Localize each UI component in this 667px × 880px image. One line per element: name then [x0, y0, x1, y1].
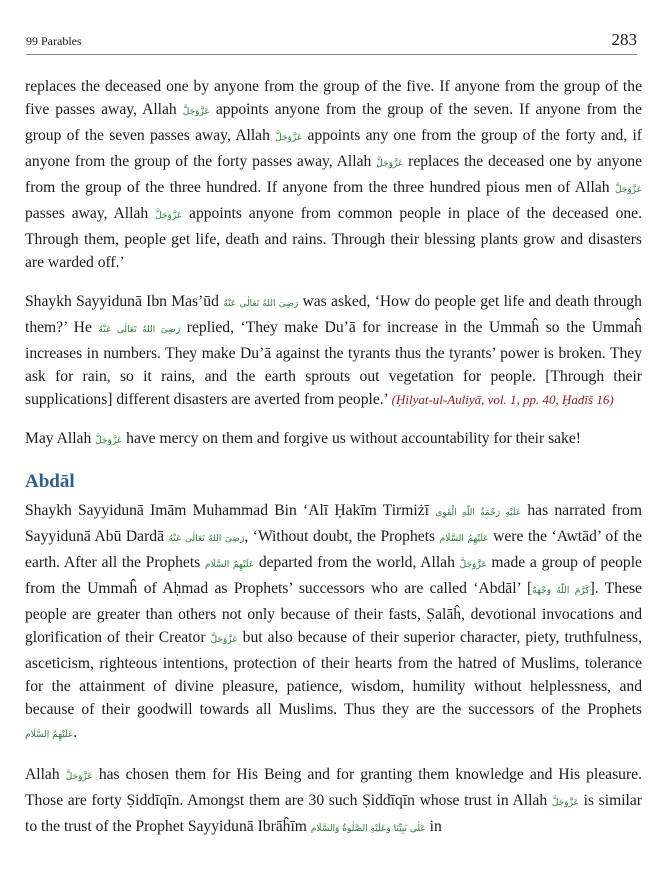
- honorific: كَرَّمَ اللّٰهُ وَجْهَهُ: [532, 586, 590, 596]
- page-number: 283: [611, 30, 637, 49]
- paragraph-5: [25, 763, 642, 841]
- honorific: عَزَّوَجَلَّ: [551, 798, 579, 808]
- text-run: Shaykh Sayyidunā Ibn Mas’ūd: [25, 293, 219, 310]
- honorific: عَلَيْهِ رَحْمَةُ اللّٰهِ الْقَوِى: [435, 508, 522, 518]
- section-heading: Abdāl: [25, 471, 75, 492]
- honorific: عَزَّوَجَلَّ: [182, 107, 210, 117]
- text-run: appoints anyone from common people in place of the deceased one. Through them, people get life, death and rains. Through their blessing plants grow and disasters are warded off.’: [25, 205, 642, 271]
- text-run: in: [429, 818, 442, 835]
- honorific: عَلَيْهِمُ السَّلَام: [25, 730, 74, 740]
- text-run: May Allah: [25, 430, 92, 447]
- running-header: [26, 28, 637, 55]
- text-run: has chosen them for His Being and for granting them knowledge and His pleasure. Those are forty Ṣiddīqīn. Amongst them are 30 such Ṣiddīqīn whose trust in Allah: [25, 766, 642, 809]
- paragraph-1: [25, 75, 642, 274]
- honorific: رَضِیَ اللهُ تَعَالٰی عَنْهُ: [223, 299, 299, 309]
- text-run: appoints any one from the group of the forty and, if anyone from the group of the forty passes away, Allah: [25, 127, 643, 170]
- text-run: has narrated from Sayyidunā Abū Dardā: [25, 502, 642, 545]
- honorific: عَلٰى نَبِيِّنَا وَعَلَيْهِ الصَّلٰوةُ وَالسَّلَام: [310, 824, 426, 834]
- honorific: عَزَّوَجَلَّ: [65, 772, 93, 782]
- honorific: عَزَّوَجَلَّ: [155, 211, 183, 221]
- honorific: رَضِیَ اللهُ تَعَالٰی عَنْهُ: [98, 325, 181, 335]
- paragraph-3: [25, 427, 642, 453]
- text-run: , ‘Without doubt, the Prophets: [244, 528, 436, 545]
- text-run: .: [73, 724, 78, 741]
- text-run: Allah: [25, 766, 60, 783]
- citation: (Ḥilyat-ul-Auliyā, vol. 1, pp. 40, Ḥadīš 16): [391, 392, 614, 407]
- paragraph-2: [25, 290, 642, 411]
- honorific: رَضِیَ اللهُ تَعَالٰی عَنْهُ: [168, 534, 245, 544]
- text-run: were the ‘Awtād’ of the earth. After all the Prophets: [25, 528, 643, 571]
- text-run: appoints anyone from the group of the seven. If anyone from the group of the seven passes away, Allah: [25, 101, 642, 144]
- text-run: made a group of people from the Ummaĥ of Aḥmad as Prophets’ successors who are called ‘Abdāl’ [: [25, 554, 642, 597]
- text-run: replaces the deceased one by anyone from the group of the five. If anyone from the group of the five passes away, Allah: [25, 78, 642, 118]
- text-run: departed from the world, Allah: [258, 554, 455, 571]
- page-body: [25, 75, 642, 857]
- honorific: عَزَّوَجَلَّ: [95, 436, 123, 446]
- text-run: Shaykh Sayyidunā Imām Muhammad Bin ‘Alī Ḥakīm Tirmiżī: [25, 502, 429, 519]
- honorific: عَزَّوَجَلَّ: [614, 185, 642, 195]
- honorific: عَلَيْهِمُ السَّلَام: [439, 534, 489, 544]
- text-run: but also because of their superior character, piety, truthfulness, asceticism, righteous intentions, protection of their hearts from the hatred of Muslims, tolerance for the attainment of divine pleasure, patience, wisdom, humility without helplessness, and because of their goodwill towards all Muslims. Thus they are the successors of the Prophets: [25, 629, 642, 718]
- text-run: ]. These people are greater than others not only because of their fasts, Ṣalāĥ, devotional invocations and glorification of their Creator: [25, 580, 642, 646]
- honorific: عَلَيْهِمُ السَّلَام: [204, 560, 255, 570]
- honorific: عَزَّوَجَلَّ: [376, 159, 404, 169]
- honorific: عَزَّوَجَلَّ: [275, 133, 303, 143]
- paragraph-4: [25, 499, 642, 747]
- honorific: عَزَّوَجَلَّ: [459, 560, 487, 570]
- book-title: 99 Parables: [26, 34, 82, 48]
- text-run: replied, ‘They make Du’ā for increase in the Ummaĥ so the Ummaĥ increases in numbers. They make Du’ā against the tyrants thus the tyrants’ power is broken. They ask for rain, so it rains, and the earth sprouts out vegetation for people. [Through their supplications] different disasters are averted from people.’: [25, 319, 642, 408]
- text-run: have mercy on them and forgive us without accountability for their sake!: [126, 430, 581, 447]
- text-run: was asked, ‘How do people get life and death through them?’ He: [25, 293, 642, 336]
- text-run: passes away, Allah: [25, 205, 149, 222]
- text-run: is similar to the trust of the Prophet Sayyidunā Ibrāĥīm: [25, 792, 642, 835]
- honorific: عَزَّوَجَلَّ: [210, 635, 238, 645]
- text-run: replaces the deceased one by anyone from the group of the three hundred. If anyone from the three hundred pious men of Allah: [25, 153, 642, 196]
